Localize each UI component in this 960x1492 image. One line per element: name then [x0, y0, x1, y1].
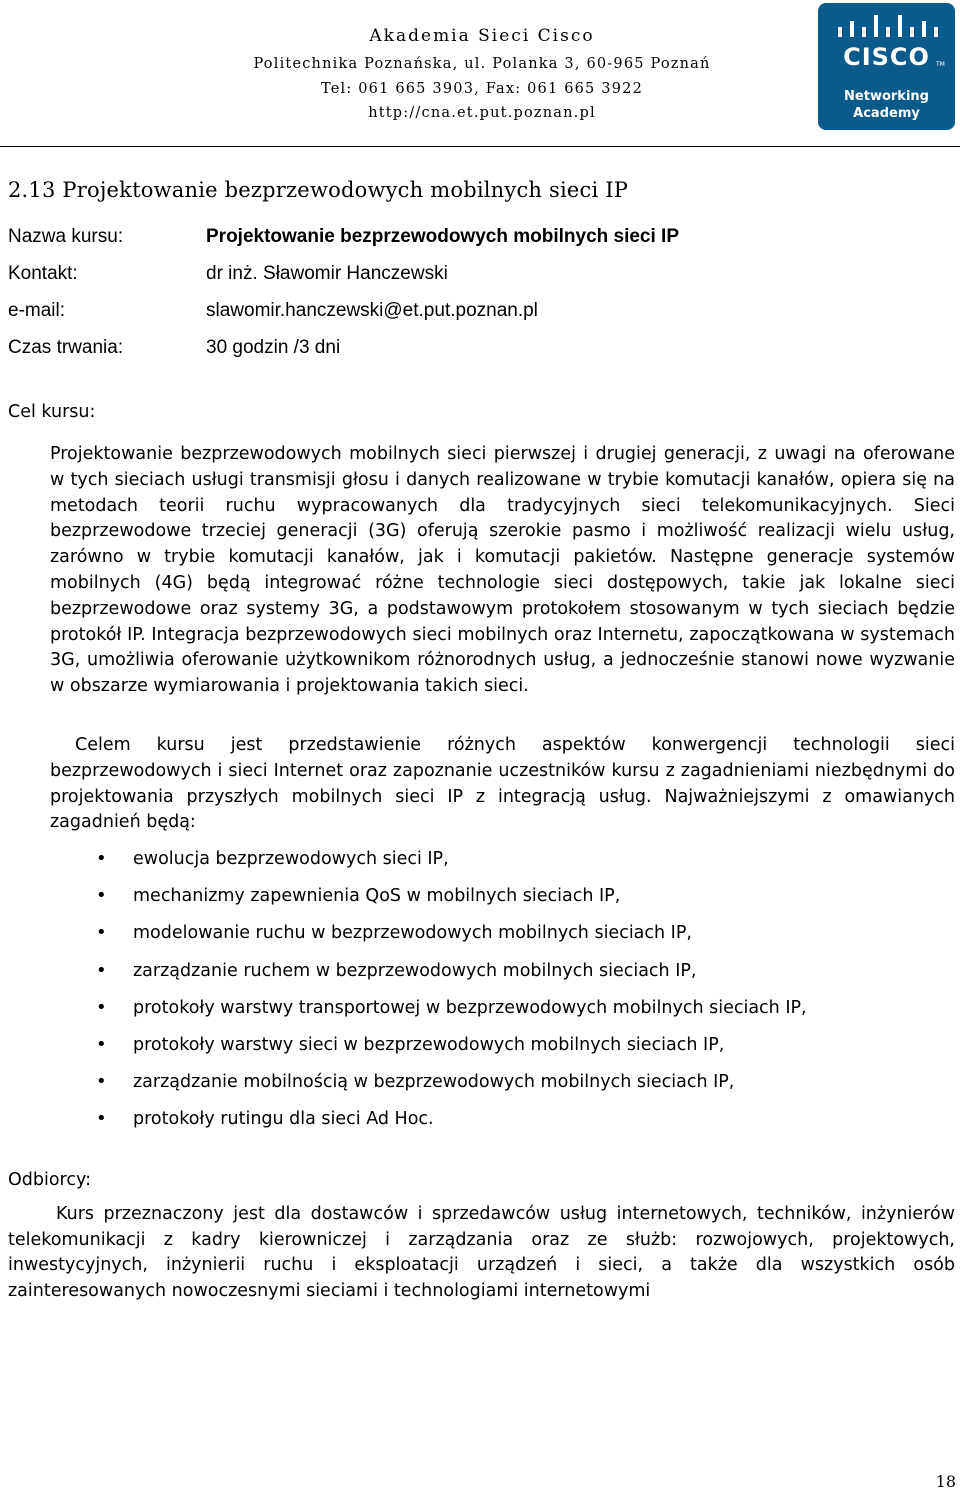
- duration-value: 30 godzin /3 dni: [206, 337, 341, 358]
- header-academy-name: Akademia Sieci Cisco: [369, 26, 595, 46]
- email-label: e-mail:: [8, 300, 66, 321]
- bullet-icon: •: [96, 1033, 107, 1055]
- audience-paragraph: Kurs przeznaczony jest dla dostawców i sprzedawców usług internetowych, techników, inżynierów telekomunikacji z kadry kierowniczej i zarządzania oraz ze służb: rozwojowych, projektowych, inwestycyjnych, inżynierii ruchu i eksploatacji urządzeń i sieci, a także dla wszystkich osób zainteresowanych nowoczesnymi sieciami i technologiami internetowymi: [8, 1204, 955, 1301]
- bullet-icon: •: [96, 1071, 107, 1093]
- topic-text: protokoły rutingu dla sieci Ad Hoc.: [133, 1109, 434, 1130]
- audience-label: Odbiorcy:: [8, 1170, 91, 1190]
- header-website[interactable]: http://cna.et.put.poznan.pl: [368, 105, 596, 121]
- contact-value: dr inż. Sławomir Hanczewski: [206, 263, 448, 284]
- header-divider: [0, 146, 960, 147]
- bullet-icon: •: [96, 922, 107, 944]
- list-item: [50, 846, 807, 883]
- cisco-networking-academy-logo: [818, 3, 955, 130]
- list-item: [50, 883, 807, 920]
- topic-text: mechanizmy zapewnienia QoS w mobilnych sieciach IP,: [133, 886, 621, 907]
- bullet-icon: •: [96, 959, 107, 981]
- section-title: 2.13 Projektowanie bezprzewodowych mobilnych sieci IP: [8, 178, 629, 202]
- topic-text: protokoły warstwy sieci w bezprzewodowych mobilnych sieciach IP,: [133, 1034, 725, 1055]
- cisco-bars-icon: [818, 13, 955, 41]
- list-item: [50, 1032, 807, 1069]
- topic-text: ewolucja bezprzewodowych sieci IP,: [133, 849, 449, 869]
- trademark-mark: TM: [936, 61, 945, 68]
- list-item: [50, 1106, 807, 1143]
- course-goal-label: Cel kursu:: [8, 402, 96, 422]
- logo-line-networking: Networking: [844, 89, 929, 104]
- topic-text: protokoły warstwy transportowej w bezprzewodowych mobilnych sieciach IP,: [133, 997, 807, 1018]
- course-name-label: Nazwa kursu:: [8, 226, 124, 247]
- list-item: [50, 995, 807, 1032]
- networking-academy-text: [818, 88, 955, 122]
- header-address: Politechnika Poznańska, ul. Polanka 3, 60-965 Poznań: [253, 56, 711, 72]
- list-item: [50, 920, 807, 957]
- course-goal-paragraph-1: Projektowanie bezprzewodowych mobilnych sieci pierwszej i drugiej generacji, z uwagi na oferowane w tych sieciach usługi transmisji głosu i danych realizowane w trybie komutacji kanałów, opiera się na metodach teorii ruchu wypracowanych dla tradycyjnych sieci telekomunikacyjnych. Sieci bezprzewodowe trzeciej generacji (3G) oferują szerokie pasmo i możliwość realizacji wielu usług, zarówno w trybie komutacji kanałów, jak i komutacji pakietów. Następne generacje systemów mobilnych (4G) będą integrować różne technologie sieci dostępowych, takie jak lokalne sieci bezprzewodowe oraz systemy 3G, a podstawowym protokołem stosowanym w tych sieciach będzie protokół IP. Integracja bezprzewodowych sieci mobilnych oraz Internetu, zapoczątkowana w systemach 3G, umożliwia oferowanie użytkownikom różnorodnych usług, a jednocześnie stanowi nowe wyzwanie w obszarze wymiarowania i projektowania takich sieci.: [50, 444, 955, 697]
- logo-line-academy: Academy: [853, 106, 920, 121]
- bullet-icon: •: [96, 996, 107, 1018]
- duration-label: Czas trwania:: [8, 337, 124, 358]
- email-value[interactable]: slawomir.hanczewski@et.put.poznan.pl: [206, 300, 538, 321]
- contact-label: Kontakt:: [8, 263, 78, 284]
- bullet-icon: •: [96, 1108, 107, 1130]
- course-name-value: Projektowanie bezprzewodowych mobilnych sieci IP: [206, 226, 680, 247]
- page-number: 18: [935, 1472, 956, 1491]
- header-phone-fax: Tel: 061 665 3903, Fax: 061 665 3922: [320, 81, 643, 97]
- list-item: [50, 1069, 807, 1106]
- topics-list: [50, 846, 807, 1144]
- bullet-icon: •: [96, 885, 107, 907]
- course-goal-paragraph-2: Celem kursu jest przedstawienie różnych aspektów konwergencji technologii sieci bezprzewodowych i sieci Internet oraz zapoznanie uczestników kursu z zagadnieniami niezbędnymi do projektowania przyszłych mobilnych sieci IP z integracją usług. Najważniejszymi z omawianych zagadnień będą:: [50, 735, 955, 833]
- list-item: [50, 958, 807, 995]
- topic-text: zarządzanie mobilnością w bezprzewodowych mobilnych sieciach IP,: [133, 1072, 735, 1093]
- cisco-wordmark: CISCO: [843, 43, 930, 71]
- bullet-icon: •: [96, 848, 107, 869]
- topic-text: zarządzanie ruchem w bezprzewodowych mobilnych sieciach IP,: [133, 960, 697, 981]
- topic-text: modelowanie ruchu w bezprzewodowych mobilnych sieciach IP,: [133, 923, 692, 944]
